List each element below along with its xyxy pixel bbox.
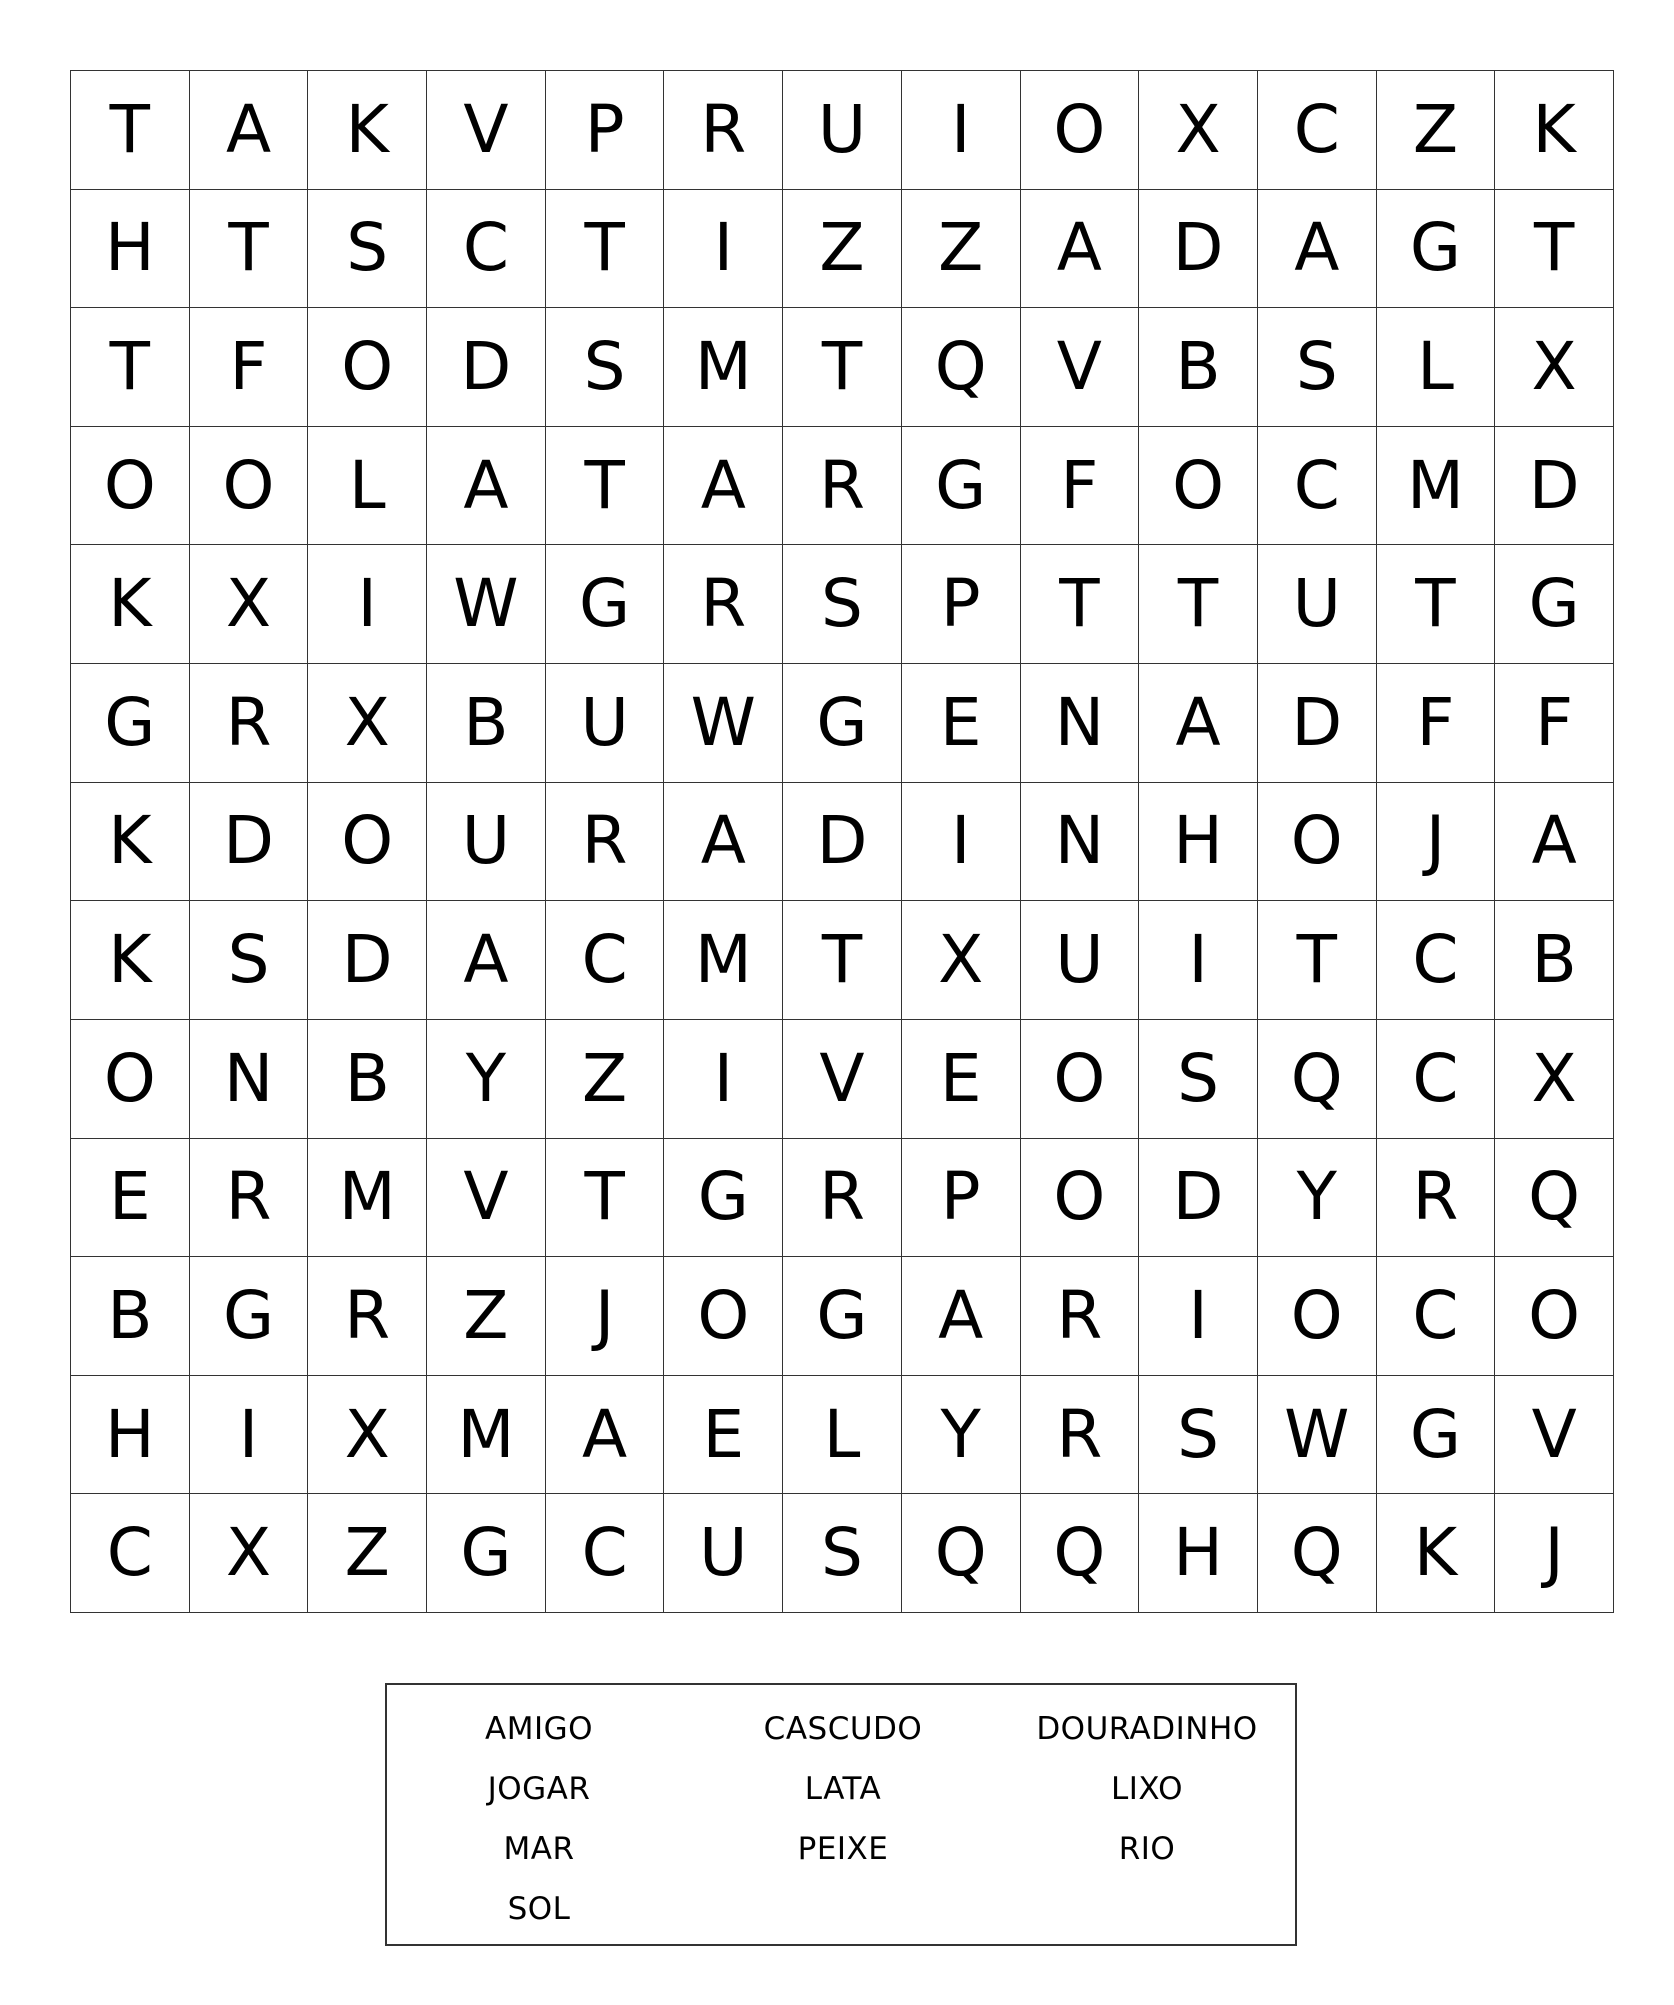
word-bank-item: MAR (503, 1831, 575, 1867)
grid-cell[interactable]: O (71, 427, 190, 546)
grid-cell[interactable]: S (1139, 1020, 1258, 1139)
grid-cell[interactable]: W (1258, 1376, 1377, 1495)
grid-cell[interactable]: U (546, 664, 665, 783)
grid-cell[interactable]: I (190, 1376, 309, 1495)
grid-cell[interactable]: R (664, 545, 783, 664)
grid-cell[interactable]: D (1139, 190, 1258, 309)
grid-cell[interactable]: V (1495, 1376, 1614, 1495)
grid-cell[interactable]: M (308, 1139, 427, 1258)
grid-cell[interactable]: S (308, 190, 427, 309)
grid-cell[interactable]: G (71, 664, 190, 783)
grid-cell[interactable]: S (546, 308, 665, 427)
grid-cell[interactable]: K (308, 71, 427, 190)
grid-cell[interactable]: X (1495, 308, 1614, 427)
grid-cell[interactable]: D (308, 901, 427, 1020)
grid-cell[interactable]: B (1139, 308, 1258, 427)
grid-cell[interactable]: O (71, 1020, 190, 1139)
grid-cell[interactable]: A (1495, 783, 1614, 902)
grid-cell[interactable]: R (190, 1139, 309, 1258)
grid-cell[interactable]: N (1021, 664, 1140, 783)
grid-cell[interactable]: X (308, 1376, 427, 1495)
grid-cell[interactable]: B (1495, 901, 1614, 1020)
word-bank-item: LATA (804, 1771, 882, 1807)
grid-cell[interactable]: S (1139, 1376, 1258, 1495)
grid-cell[interactable]: M (664, 308, 783, 427)
grid-cell[interactable]: A (427, 427, 546, 546)
grid-cell[interactable]: T (1258, 901, 1377, 1020)
grid-cell[interactable]: Z (427, 1257, 546, 1376)
grid-cell[interactable]: P (546, 71, 665, 190)
grid-cell[interactable]: N (1021, 783, 1140, 902)
grid-cell[interactable]: T (546, 190, 665, 309)
grid-cell[interactable]: X (902, 901, 1021, 1020)
grid-cell[interactable]: O (1495, 1257, 1614, 1376)
grid-cell[interactable]: U (783, 71, 902, 190)
grid-cell[interactable]: N (190, 1020, 309, 1139)
grid-cell[interactable]: H (71, 190, 190, 309)
grid-cell[interactable]: C (546, 1494, 665, 1613)
grid-cell[interactable]: E (71, 1139, 190, 1258)
grid-cell[interactable]: L (783, 1376, 902, 1495)
grid-cell[interactable]: J (1377, 783, 1496, 902)
grid-cell[interactable]: K (71, 783, 190, 902)
grid-cell[interactable]: A (664, 783, 783, 902)
grid-cell[interactable]: O (1139, 427, 1258, 546)
grid-cell[interactable]: S (1258, 308, 1377, 427)
grid-cell[interactable]: R (783, 1139, 902, 1258)
grid-cell[interactable]: R (546, 783, 665, 902)
grid-cell[interactable]: Q (1258, 1494, 1377, 1613)
grid-cell[interactable]: M (664, 901, 783, 1020)
grid-cell[interactable]: H (1139, 1494, 1258, 1613)
grid-cell[interactable]: T (783, 901, 902, 1020)
grid-cell[interactable]: F (1495, 664, 1614, 783)
grid-cell[interactable]: C (71, 1494, 190, 1613)
grid-cell[interactable]: D (427, 308, 546, 427)
grid-cell[interactable]: X (190, 545, 309, 664)
grid-cell[interactable]: G (427, 1494, 546, 1613)
grid-cell[interactable]: T (1495, 190, 1614, 309)
word-bank-item: SOL (507, 1891, 571, 1927)
grid-cell[interactable]: X (1495, 1020, 1614, 1139)
grid-cell[interactable]: J (546, 1257, 665, 1376)
grid-cell[interactable]: X (308, 664, 427, 783)
grid-cell[interactable]: H (71, 1376, 190, 1495)
grid-cell[interactable]: G (783, 1257, 902, 1376)
grid-cell[interactable]: D (783, 783, 902, 902)
grid-cell[interactable]: B (308, 1020, 427, 1139)
grid-cell[interactable]: U (1258, 545, 1377, 664)
grid-cell[interactable]: Z (783, 190, 902, 309)
grid-cell[interactable]: H (1139, 783, 1258, 902)
word-bank-item: JOGAR (487, 1771, 591, 1807)
grid-cell[interactable]: Y (902, 1376, 1021, 1495)
grid-cell[interactable]: M (427, 1376, 546, 1495)
word-bank-item: LIXO (1110, 1771, 1184, 1807)
grid-cell[interactable]: Q (1495, 1139, 1614, 1258)
grid-cell[interactable]: Y (1258, 1139, 1377, 1258)
grid-cell[interactable]: V (1021, 308, 1140, 427)
grid-cell[interactable]: W (664, 664, 783, 783)
grid-cell[interactable]: V (783, 1020, 902, 1139)
grid-cell[interactable]: T (190, 190, 309, 309)
word-bank-item: RIO (1118, 1831, 1176, 1867)
grid-cell[interactable]: R (1377, 1139, 1496, 1258)
grid-cell[interactable]: R (1021, 1257, 1140, 1376)
grid-cell[interactable]: T (546, 427, 665, 546)
grid-cell[interactable]: G (1495, 545, 1614, 664)
grid-cell[interactable]: A (427, 901, 546, 1020)
grid-cell[interactable]: F (190, 308, 309, 427)
grid-cell[interactable]: I (664, 190, 783, 309)
grid-cell[interactable]: I (902, 783, 1021, 902)
grid-cell[interactable]: R (1021, 1376, 1140, 1495)
grid-cell[interactable]: A (190, 71, 309, 190)
grid-cell[interactable]: F (1021, 427, 1140, 546)
grid-cell[interactable]: C (1377, 1020, 1496, 1139)
grid-cell[interactable]: D (1139, 1139, 1258, 1258)
grid-cell[interactable]: T (1139, 545, 1258, 664)
grid-cell[interactable]: B (71, 1257, 190, 1376)
grid-cell[interactable]: T (783, 308, 902, 427)
grid-cell[interactable]: K (71, 901, 190, 1020)
grid-cell[interactable]: E (902, 664, 1021, 783)
grid-cell[interactable]: E (902, 1020, 1021, 1139)
grid-cell[interactable]: O (1021, 1020, 1140, 1139)
grid-cell[interactable]: G (902, 427, 1021, 546)
grid-cell[interactable]: T (71, 71, 190, 190)
grid-cell[interactable]: I (1139, 1257, 1258, 1376)
grid-cell[interactable]: U (664, 1494, 783, 1613)
grid-cell[interactable]: O (1258, 783, 1377, 902)
grid-cell[interactable]: C (1377, 1257, 1496, 1376)
grid-cell[interactable]: R (783, 427, 902, 546)
word-bank-item: CASCUDO (763, 1711, 923, 1747)
grid-cell[interactable]: C (427, 190, 546, 309)
grid-cell[interactable]: P (902, 1139, 1021, 1258)
grid-cell[interactable]: T (1377, 545, 1496, 664)
grid-cell[interactable]: K (71, 545, 190, 664)
letter-grid (70, 70, 1614, 1613)
grid-cell[interactable]: Q (1258, 1020, 1377, 1139)
grid-cell[interactable]: O (190, 427, 309, 546)
grid-cell[interactable]: K (1495, 71, 1614, 190)
grid-cell[interactable]: O (1021, 71, 1140, 190)
grid-cell[interactable]: Z (1377, 71, 1496, 190)
grid-cell[interactable]: A (1258, 190, 1377, 309)
grid-cell[interactable]: I (902, 71, 1021, 190)
grid-cell[interactable]: V (427, 71, 546, 190)
grid-cell[interactable]: O (1258, 1257, 1377, 1376)
grid-cell[interactable]: Q (1021, 1494, 1140, 1613)
grid-cell[interactable]: R (190, 664, 309, 783)
grid-cell[interactable]: D (190, 783, 309, 902)
grid-cell[interactable]: Q (902, 308, 1021, 427)
grid-cell[interactable]: K (1377, 1494, 1496, 1613)
grid-cell[interactable]: G (190, 1257, 309, 1376)
grid-cell[interactable]: S (190, 901, 309, 1020)
grid-cell[interactable]: A (1021, 190, 1140, 309)
grid-cell[interactable]: P (902, 545, 1021, 664)
grid-cell[interactable]: V (427, 1139, 546, 1258)
grid-cell[interactable]: G (546, 545, 665, 664)
grid-cell[interactable]: Z (546, 1020, 665, 1139)
grid-cell[interactable]: S (783, 1494, 902, 1613)
grid-cell[interactable]: A (1139, 664, 1258, 783)
grid-cell[interactable]: A (546, 1376, 665, 1495)
grid-cell[interactable]: F (1377, 664, 1496, 783)
grid-cell[interactable]: Z (902, 190, 1021, 309)
grid-cell[interactable]: O (664, 1257, 783, 1376)
grid-cell[interactable]: O (308, 783, 427, 902)
grid-cell[interactable]: D (1258, 664, 1377, 783)
grid-cell[interactable]: X (190, 1494, 309, 1613)
grid-cell[interactable]: Z (308, 1494, 427, 1613)
grid-cell[interactable]: A (664, 427, 783, 546)
grid-cell[interactable]: M (1377, 427, 1496, 546)
grid-cell[interactable]: R (664, 71, 783, 190)
grid-cell[interactable]: B (427, 664, 546, 783)
word-bank-item: PEIXE (797, 1831, 889, 1867)
grid-cell[interactable]: T (546, 1139, 665, 1258)
grid-cell[interactable]: I (308, 545, 427, 664)
grid-cell[interactable]: Y (427, 1020, 546, 1139)
grid-cell[interactable]: D (1495, 427, 1614, 546)
grid-cell[interactable]: G (1377, 1376, 1496, 1495)
grid-cell[interactable]: J (1495, 1494, 1614, 1613)
grid-cell[interactable]: S (783, 545, 902, 664)
grid-cell[interactable]: X (1139, 71, 1258, 190)
grid-cell[interactable]: O (308, 308, 427, 427)
word-bank-item: AMIGO (484, 1711, 594, 1747)
grid-cell[interactable]: I (1139, 901, 1258, 1020)
grid-cell[interactable]: U (1021, 901, 1140, 1020)
grid-cell[interactable]: A (902, 1257, 1021, 1376)
word-bank-item: DOURADINHO (1036, 1711, 1258, 1747)
grid-cell[interactable]: G (1377, 190, 1496, 309)
grid-cell[interactable]: W (427, 545, 546, 664)
grid-cell[interactable]: O (1021, 1139, 1140, 1258)
grid-cell[interactable]: I (664, 1020, 783, 1139)
grid-cell[interactable]: T (1021, 545, 1140, 664)
grid-cell[interactable]: G (783, 664, 902, 783)
grid-cell[interactable]: R (308, 1257, 427, 1376)
grid-cell[interactable]: C (1258, 71, 1377, 190)
grid-cell[interactable]: L (1377, 308, 1496, 427)
grid-cell[interactable]: C (1258, 427, 1377, 546)
grid-cell[interactable]: Q (902, 1494, 1021, 1613)
grid-cell[interactable]: T (71, 308, 190, 427)
grid-cell[interactable]: G (664, 1139, 783, 1258)
word-bank (385, 1683, 1297, 1946)
grid-cell[interactable]: C (546, 901, 665, 1020)
grid-cell[interactable]: U (427, 783, 546, 902)
grid-cell[interactable]: L (308, 427, 427, 546)
grid-cell[interactable]: C (1377, 901, 1496, 1020)
grid-cell[interactable]: E (664, 1376, 783, 1495)
